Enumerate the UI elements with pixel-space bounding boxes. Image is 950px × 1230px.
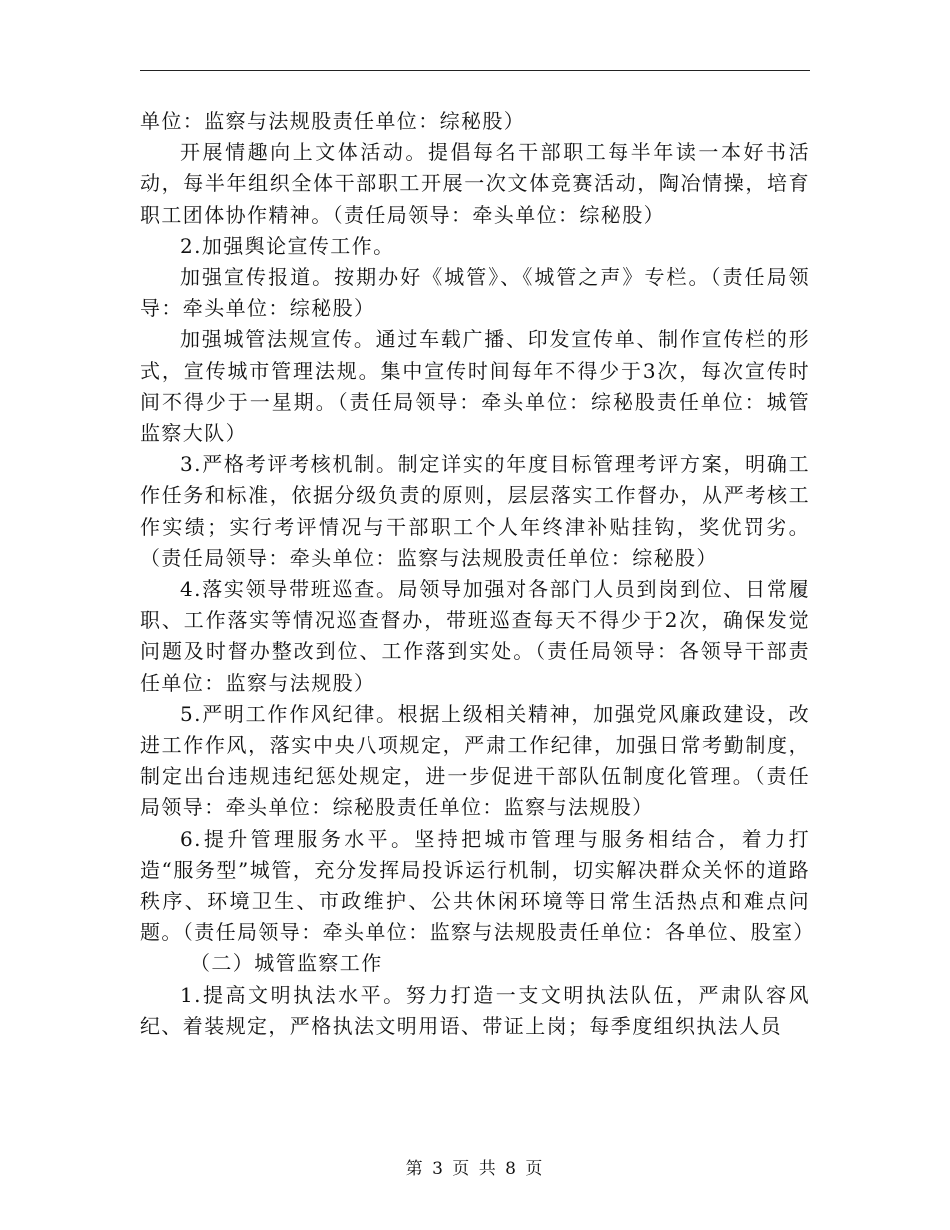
paragraph-item-2-heading: 2.加强舆论宣传工作。 [180,233,395,258]
page-number-footer: 第 3 页 共 8 页 [405,1159,545,1179]
header-rule [140,70,810,71]
paragraph-continuation: 单位：监察与法规股责任单位：综秘股） [140,109,526,133]
paragraph-publicity-reports: 加强宣传报道。按期办好《城管》、《城管之声》专栏。（责任局领导：牵头单位：综秘股） [140,265,810,321]
paragraph-item-5-discipline: 5.严明工作作风纪律。根据上级相关精神，加强党风廉政建设，改进工作作风，落实中央八项规定，严肃工作纪律，加强日常考勤制度，制定出台违规违纪惩处规定，进一步促进干部队伍制度化管理。（责任局领导：牵头单位：综秘股责任单位：监察与法规股） [140,701,810,820]
document-body [140,106,815,1042]
paragraph-civilized-enforcement: 1.提高文明执法水平。努力打造一支文明执法队伍，严肃队容风纪、着装规定，严格执法文明用语、带证上岗；每季度组织执法人员 [140,982,810,1038]
paragraph-cultural-activities: 开展情趣向上文体活动。提倡每名干部职工每半年读一本好书活动，每半年组织全体干部职工开展一次文体竞赛活动，陶冶情操，培育职工团体协作精神。（责任局领导：牵头单位：综秘股） [140,140,810,227]
paragraph-item-4-inspection: 4.落实领导带班巡查。局领导加强对各部门人员到岗到位、日常履职、工作落实等情况巡查督办，带班巡查每天不得少于2次，确保发觉问题及时督办整改到位、工作落到实处。（责任局领导：各领导干部责任单位：监察与法规股） [140,577,810,695]
paragraph-regulation-publicity: 加强城管法规宣传。通过车载广播、印发宣传单、制作宣传栏的形式，宣传城市管理法规。集中宣传时间每年不得少于3次，每次宣传时间不得少于一星期。（责任局领导：牵头单位：综秘股责任单位：城管监察大队） [140,327,810,446]
paragraph-item-3-assessment: 3.严格考评考核机制。制定详实的年度目标管理考评方案，明确工作任务和标准，依据分级负责的原则，层层落实工作督办，从严考核工作实绩；实行考评情况与干部职工个人年终津补贴挂钩，奖优罚劣。（责任局领导：牵头单位：监察与法规股责任单位：综秘股） [140,452,810,570]
section-heading-supervision: （二）城管监察工作 [190,951,383,976]
paragraph-item-6-service: 6.提升管理服务水平。坚持把城市管理与服务相结合，着力打造“服务型”城管，充分发挥局投诉运行机制，切实解决群众关怀的道路秩序、环境卫生、市政维护、公共休闲环境等日常生活热点和难点问题。（责任局领导：牵头单位：监察与法规股责任单位：各单位、股室） [140,826,815,945]
